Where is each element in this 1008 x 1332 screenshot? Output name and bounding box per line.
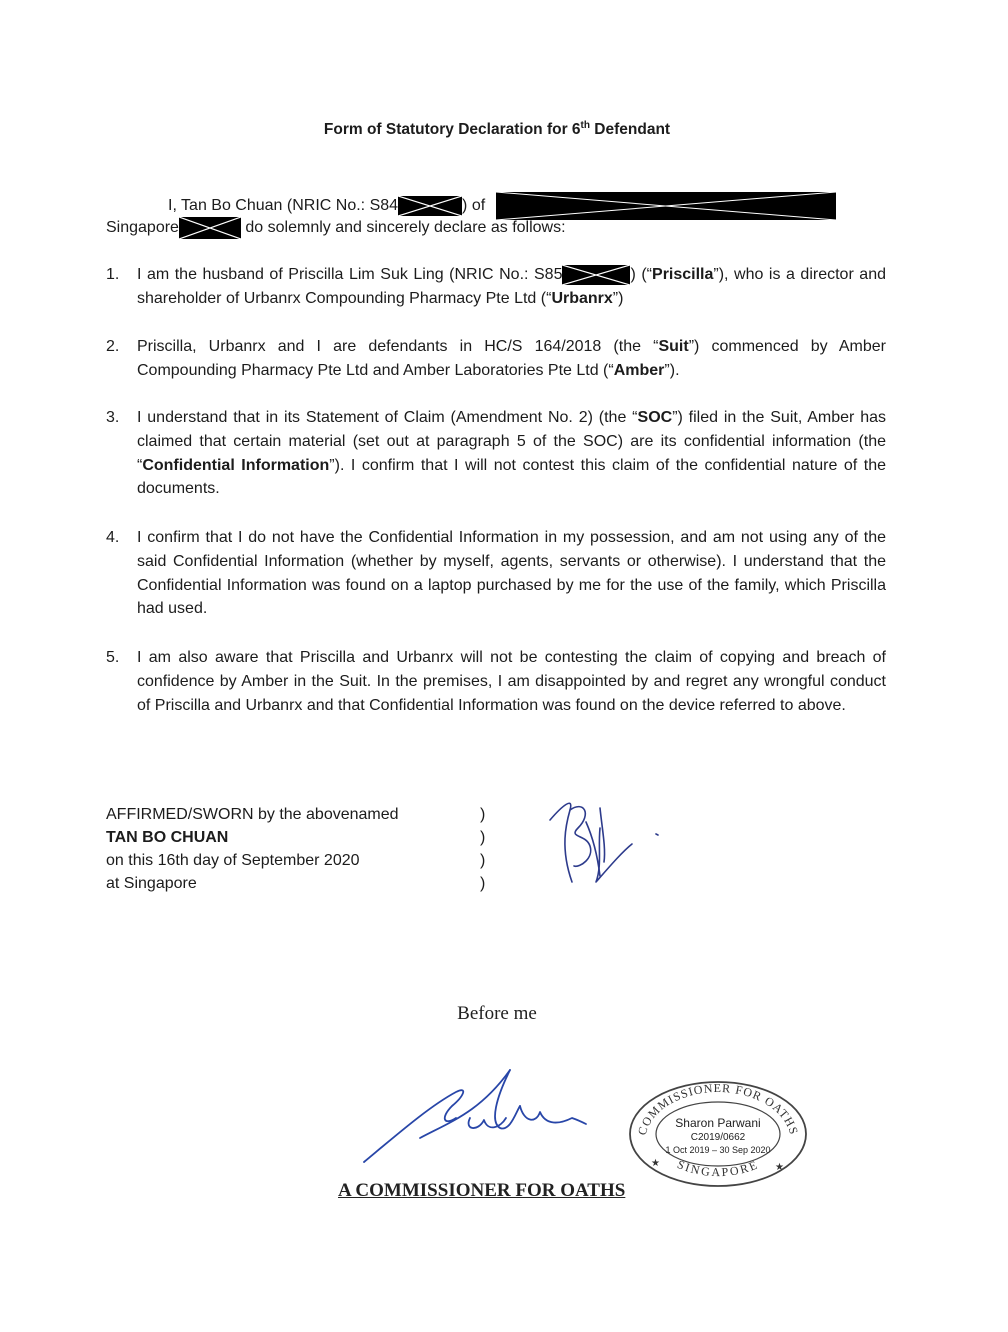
svg-text:★: ★ [775, 1162, 784, 1173]
declarant-name: TAN BO CHUAN [106, 829, 229, 846]
paragraph-5: 5. I am also aware that Priscilla and Urbanrx will not be contesting the claim of copying and breach of confidence by Amber in the Suit. In the premises, I am disappointed by and regret any wrongful conduct of Priscilla and Urbanrx and that Confidential Information was found on the device referred to above. [106, 649, 886, 714]
before-me-label: Before me [457, 1003, 537, 1024]
paragraph-2: 2. Priscilla, Urbanrx and I are defendants in HC/S 164/2018 (the “Suit”) commenced by Amber Compounding Pharmacy Pte Ltd and Amber Laboratories Pte Ltd (“Amber”). [106, 338, 887, 379]
svg-text:★: ★ [651, 1158, 660, 1169]
commissioner-caption: A COMMISSIONER FOR OATHS [338, 1180, 626, 1201]
svg-text:Sharon Parwani: Sharon Parwani [675, 1116, 761, 1130]
declarant-signature [540, 788, 670, 898]
paragraph-1: 1. I am the husband of Priscilla Lim Suk Ling (NRIC No.: S85 ) (“Priscilla”), who is a director and shareholder of Urbanrx Compounding Pharmacy Pte Ltd (“Urbanrx”) [106, 266, 887, 307]
affirmation-block: AFFIRMED/SWORN by the abovenamed TAN BO CHUAN on this 16th day of September 2020 at Singapore [106, 806, 399, 892]
redaction-box [179, 217, 241, 239]
intro-line-2: Singapore do solemnly and sincerely declare as follows: [106, 216, 566, 240]
svg-text:COMMISSIONER FOR OATHS: COMMISSIONER FOR OATHS [634, 1081, 802, 1137]
page-title: Form of Statutory Declaration for 6th Defendant [323, 120, 671, 139]
redaction-box [398, 196, 462, 216]
commissioner-stamp [625, 1078, 811, 1190]
commissioner-signature [360, 1062, 590, 1172]
intro-line-1: I, Tan Bo Chuan (NRIC No.: S84 ) of [168, 192, 836, 220]
svg-text:1 Oct 2019 – 30 Sep 2020: 1 Oct 2019 – 30 Sep 2020 [665, 1145, 771, 1155]
svg-text:C2019/0662: C2019/0662 [690, 1132, 746, 1143]
paragraph-3: 3. I understand that in its Statement of Claim (Amendment No. 2) (the “SOC”) filed in the Suit, Amber has claimed that certain material (set out at paragraph 5 of the SOC) are its confidential information (the “Confidential Information”). I confirm that I will not contest this claim of the confidential nature of the documents. [106, 409, 887, 498]
affirmation-brackets: ) ) ) ) [480, 806, 486, 892]
redaction-box [562, 265, 630, 285]
paragraph-4: 4. I confirm that I do not have the Confidential Information in my possession, and am not using any of the said Confidential Information (whether by myself, agents, servants or otherwise). I understand that the Confidential Information was found on a laptop purchased by me for the use of the family, which Priscilla had used. [106, 529, 886, 618]
svg-text:SINGAPORE: SINGAPORE [675, 1157, 761, 1180]
